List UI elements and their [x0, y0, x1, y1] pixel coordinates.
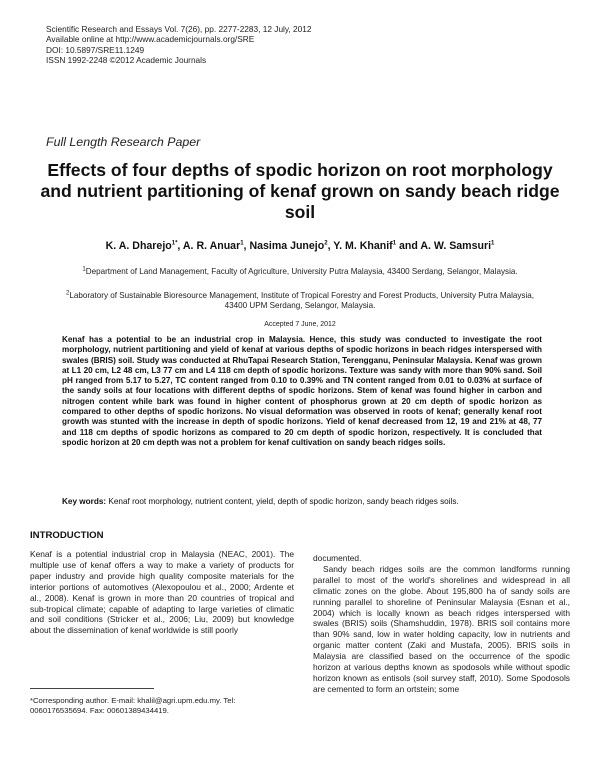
keywords: [62, 497, 542, 506]
journal-doi: DOI: 10.5897/SRE11.1249: [46, 44, 145, 55]
paper-title: Effects of four depths of spodic horizon on root morphology and nutrient partitioning of kenaf grown on sandy beach ridge soil: [40, 160, 560, 222]
left-column: [30, 549, 294, 636]
author-sup: 1: [240, 240, 244, 247]
affiliation-text: Laboratory of Sustainable Bioresource Management, Institute of Tropical Forestry and Forest Products, University Putra Malaysia, 43400 UPM Serdang, Selangor, Malaysia.: [69, 291, 535, 311]
accepted-date: Accepted 7 June, 2012: [264, 321, 336, 328]
affiliation-sup: 2: [65, 290, 70, 297]
journal-header: [46, 24, 312, 66]
author-separator: ,: [177, 240, 183, 252]
keywords-text: Kenaf root morphology, nutrient content, yield, depth of spodic horizon, sandy beach ridges soils.: [108, 497, 459, 506]
intro-paragraph: Kenaf is a potential industrial crop in Malaysia (NEAC, 2001). The multiple use of kenaf offers a way to make a variety of products for paper industry and provide high quality composite materials for the interior portions of automotives (Alexopoulou et al., 2000; Ardente et al., 2008). Kenaf is grown in more than 20 countries of tropical and sub-tropical climate; capable of adapting to large varieties of climatic and soil conditions (Stricker et al., 2006; Liu, 2009) but knowledge about the dissemination of kenaf worldwide is still poorly: [30, 549, 294, 636]
author-name: K. A. Dharejo: [105, 240, 172, 252]
section-heading-introduction: INTRODUCTION: [30, 530, 104, 541]
paper-type: Full Length Research Paper: [46, 135, 201, 149]
affiliation-text: Department of Land Management, Faculty of Agriculture, University Putra Malaysia, 43400 Serdang, Selangor, Malaysia.: [85, 267, 518, 276]
journal-url: Available online at http://www.academicjournals.org/SRE: [46, 34, 255, 45]
author-sup: 1*: [171, 240, 178, 247]
affiliation-sup: 1: [82, 266, 86, 273]
author-list: [46, 240, 554, 252]
right-column: [313, 553, 570, 695]
footnote-corresponding-author: *Corresponding author. E-mail: khalil@agri.upm.edu.my. Tel: 0060176535694. Fax: 00601389434419.: [30, 696, 236, 716]
journal-issn: ISSN 1992-2248 ©2012 Academic Journals: [46, 55, 207, 66]
affiliation-1: [56, 267, 544, 277]
author-sup: 1: [491, 240, 495, 247]
affiliation-2: [56, 291, 544, 311]
journal-citation: Scientific Research and Essays Vol. 7(26), pp. 2277-2283, 12 July, 2012: [46, 24, 312, 34]
author-sup: 2: [324, 240, 328, 247]
intro-paragraph-continuation: documented.: [313, 553, 362, 563]
author-name: Y. M. Khanif: [333, 240, 393, 252]
keywords-label: Key words:: [62, 497, 107, 506]
intro-paragraph: Sandy beach ridges soils are the common landforms running parallel to most of the world's shorelines and widespread in all climatic zones on the globe. About 195,800 ha of sandy soils are running parallel to shoreline of Peninsular Malaysia (Esnan et al., 2004) which is locally known as beach ridges interspersed with swales (BRIS) soils (Shamshuddin, 1978). BRIS soil contains more than 90% sand, low in water holding capacity, low in nutrients and organic matter content (Zaki and Mustafa, 2005). BRIS soils in Malaysia are classified based on the occurrence of the spodic horizon at various depths known as spodosols while without spodic horizon known as entisols (soil survey staff, 2010). Some Spodosols are cemented to form an ortstein; some: [313, 563, 570, 694]
author-separator: ,: [327, 240, 334, 252]
author-name: A. W. Samsuri: [420, 240, 492, 252]
author-name: Nasima Junejo: [249, 240, 325, 252]
author-name: A. R. Anuar: [182, 240, 241, 252]
author-separator: ,: [243, 240, 250, 252]
author-separator: and: [396, 240, 421, 252]
abstract: Kenaf has a potential to be an industrial crop in Malaysia. Hence, this study was conducted to investigate the root morphology, nutrient partitioning and yield of kenaf at various depths of spodic horizons in beach ridges interspersed with swales (BRIS) soil. Study was conducted at RhuTapai Research Station, Terengganu, Peninsular Malaysia. Kenaf was grown at L1 20 cm, L2 48 cm, L3 77 cm and L4 118 cm depth of spodic horizons. Texture was sandy with more than 90% sand. Soil pH ranged from 5.17 to 5.27, TC content ranged from 0.10 to 0.39% and TN content ranged from 0.01 to 0.03% at surface of the sandy soils at four locations with different depths of spodic horizons. Stem of kenaf was found higher in carbon and nitrogen content while bark was found in higher content of phosphorus grown at 20 cm depth of spodic horizon as compared to other depths of spodic horizons. No visual deformation was observed in roots of kenaf; generally kenaf root growth was stunted with the increase in depth of spodic horizons. Yield of kenaf decreased from 12, 19 and 21% at 48, 77 and 118 cm depths of spodic horizons as compared to 20 cm depth of spodic horizon, respectively. It is concluded that spodic horizon at 20 cm depth was not a problem for kenaf cultivation on sandy beach ridges soils.: [62, 335, 542, 447]
footnote-divider: [30, 688, 154, 689]
author-sup: 1: [392, 240, 397, 247]
